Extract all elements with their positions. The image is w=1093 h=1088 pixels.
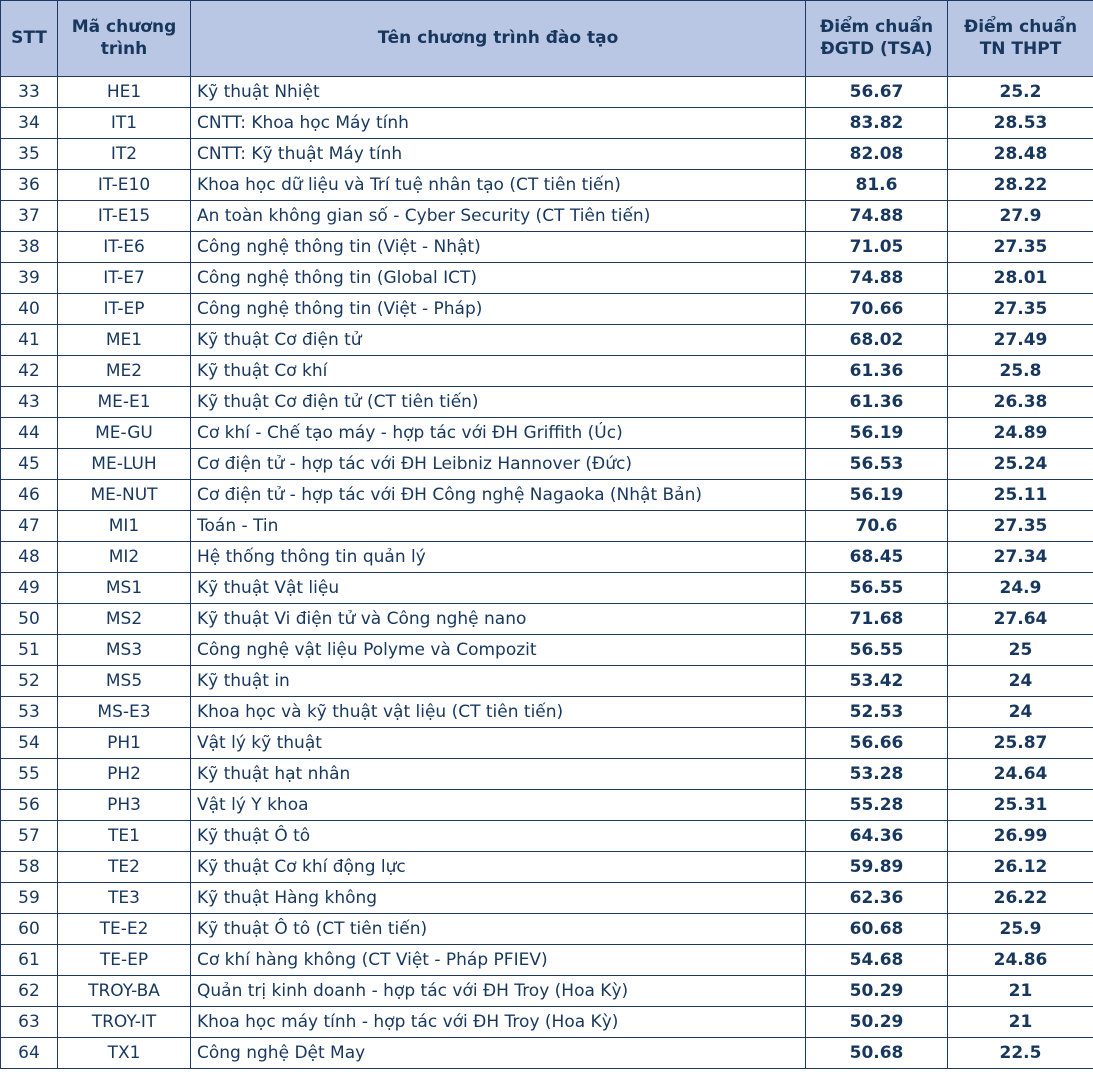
table-row (1, 821, 1093, 852)
cell-program-code: TX1 (58, 1038, 191, 1069)
cell-program-name: Khoa học máy tính - hợp tác với ĐH Troy (Hoa Kỳ) (191, 1007, 806, 1038)
cell-program-name: Khoa học dữ liệu và Trí tuệ nhân tạo (CT tiên tiến) (191, 170, 806, 201)
cell-stt: 53 (1, 697, 58, 728)
table-row (1, 201, 1093, 232)
cell-thpt-score: 26.22 (948, 883, 1093, 914)
cell-thpt-score: 24.64 (948, 759, 1093, 790)
cell-thpt-score: 25.2 (948, 77, 1093, 108)
cell-program-name: Kỹ thuật in (191, 666, 806, 697)
cell-program-name: Kỹ thuật Cơ khí (191, 356, 806, 387)
cell-program-name: Công nghệ thông tin (Việt - Pháp) (191, 294, 806, 325)
table-header-row (1, 1, 1093, 77)
cell-program-name: Công nghệ Dệt May (191, 1038, 806, 1069)
cell-stt: 64 (1, 1038, 58, 1069)
table-row (1, 232, 1093, 263)
table-row (1, 759, 1093, 790)
table-row (1, 1007, 1093, 1038)
cell-stt: 55 (1, 759, 58, 790)
cell-program-code: MI1 (58, 511, 191, 542)
cell-tsa-score: 56.19 (806, 480, 948, 511)
cell-stt: 37 (1, 201, 58, 232)
cell-stt: 56 (1, 790, 58, 821)
cell-thpt-score: 27.9 (948, 201, 1093, 232)
cell-program-name: Vật lý kỹ thuật (191, 728, 806, 759)
cell-tsa-score: 61.36 (806, 387, 948, 418)
cell-stt: 33 (1, 77, 58, 108)
cell-program-code: ME-NUT (58, 480, 191, 511)
cell-program-code: IT-EP (58, 294, 191, 325)
cell-thpt-score: 26.99 (948, 821, 1093, 852)
cell-stt: 51 (1, 635, 58, 666)
cell-stt: 54 (1, 728, 58, 759)
cell-thpt-score: 25 (948, 635, 1093, 666)
cell-program-code: PH3 (58, 790, 191, 821)
cell-program-name: Kỹ thuật Hàng không (191, 883, 806, 914)
table-row (1, 697, 1093, 728)
cell-thpt-score: 25.8 (948, 356, 1093, 387)
cell-program-code: MS5 (58, 666, 191, 697)
cell-thpt-score: 25.11 (948, 480, 1093, 511)
cell-stt: 38 (1, 232, 58, 263)
cell-thpt-score: 24 (948, 697, 1093, 728)
cell-tsa-score: 53.28 (806, 759, 948, 790)
cell-tsa-score: 50.29 (806, 976, 948, 1007)
table-row (1, 108, 1093, 139)
cell-tsa-score: 74.88 (806, 201, 948, 232)
table-body (1, 77, 1093, 1069)
cell-stt: 36 (1, 170, 58, 201)
cell-thpt-score: 21 (948, 1007, 1093, 1038)
cell-tsa-score: 71.05 (806, 232, 948, 263)
table-header (1, 1, 1093, 77)
cell-thpt-score: 21 (948, 976, 1093, 1007)
cell-program-code: IT-E10 (58, 170, 191, 201)
cell-thpt-score: 28.48 (948, 139, 1093, 170)
table-row (1, 883, 1093, 914)
cell-program-name: Kỹ thuật hạt nhân (191, 759, 806, 790)
table-row (1, 480, 1093, 511)
table-row (1, 542, 1093, 573)
column-header-program-name: Tên chương trình đào tạo (191, 1, 806, 77)
cell-thpt-score: 28.53 (948, 108, 1093, 139)
cell-tsa-score: 70.6 (806, 511, 948, 542)
cell-program-code: MS3 (58, 635, 191, 666)
table-row (1, 976, 1093, 1007)
cell-program-code: IT-E6 (58, 232, 191, 263)
cell-thpt-score: 26.12 (948, 852, 1093, 883)
table-row (1, 852, 1093, 883)
cell-program-name: CNTT: Kỹ thuật Máy tính (191, 139, 806, 170)
cell-thpt-score: 27.35 (948, 511, 1093, 542)
cell-thpt-score: 22.5 (948, 1038, 1093, 1069)
cell-thpt-score: 25.31 (948, 790, 1093, 821)
table-row (1, 139, 1093, 170)
cell-program-code: PH2 (58, 759, 191, 790)
cell-thpt-score: 24 (948, 666, 1093, 697)
cell-program-name: Kỹ thuật Ô tô (191, 821, 806, 852)
cell-stt: 52 (1, 666, 58, 697)
cell-program-code: TROY-IT (58, 1007, 191, 1038)
cell-stt: 45 (1, 449, 58, 480)
cell-program-code: MS1 (58, 573, 191, 604)
cell-program-code: TE-E2 (58, 914, 191, 945)
cell-stt: 39 (1, 263, 58, 294)
table-row (1, 356, 1093, 387)
table-row (1, 449, 1093, 480)
cell-stt: 35 (1, 139, 58, 170)
table-row (1, 945, 1093, 976)
cell-program-name: Toán - Tin (191, 511, 806, 542)
cell-program-name: Kỹ thuật Cơ điện tử (CT tiên tiến) (191, 387, 806, 418)
cell-program-code: HE1 (58, 77, 191, 108)
column-header-stt: STT (1, 1, 58, 77)
table-row (1, 418, 1093, 449)
cell-program-name: Cơ khí - Chế tạo máy - hợp tác với ĐH Griffith (Úc) (191, 418, 806, 449)
cell-thpt-score: 25.24 (948, 449, 1093, 480)
cell-program-name: Cơ khí hàng không (CT Việt - Pháp PFIEV) (191, 945, 806, 976)
cell-program-code: ME2 (58, 356, 191, 387)
cell-program-name: CNTT: Khoa học Máy tính (191, 108, 806, 139)
cell-program-name: Kỹ thuật Cơ khí động lực (191, 852, 806, 883)
cell-tsa-score: 60.68 (806, 914, 948, 945)
cell-stt: 57 (1, 821, 58, 852)
table-row (1, 790, 1093, 821)
cell-program-name: Cơ điện tử - hợp tác với ĐH Công nghệ Nagaoka (Nhật Bản) (191, 480, 806, 511)
cell-thpt-score: 28.22 (948, 170, 1093, 201)
cell-stt: 46 (1, 480, 58, 511)
cell-program-code: IT2 (58, 139, 191, 170)
cell-tsa-score: 54.68 (806, 945, 948, 976)
cell-program-name: Kỹ thuật Cơ điện tử (191, 325, 806, 356)
cell-program-code: MI2 (58, 542, 191, 573)
cell-stt: 44 (1, 418, 58, 449)
cell-stt: 62 (1, 976, 58, 1007)
table-row (1, 263, 1093, 294)
cell-stt: 43 (1, 387, 58, 418)
cell-tsa-score: 64.36 (806, 821, 948, 852)
cell-stt: 58 (1, 852, 58, 883)
cell-tsa-score: 50.29 (806, 1007, 948, 1038)
cell-stt: 40 (1, 294, 58, 325)
cell-program-code: TE3 (58, 883, 191, 914)
cell-tsa-score: 68.45 (806, 542, 948, 573)
cell-thpt-score: 27.35 (948, 294, 1093, 325)
cell-program-name: Kỹ thuật Ô tô (CT tiên tiến) (191, 914, 806, 945)
cell-stt: 41 (1, 325, 58, 356)
cell-stt: 63 (1, 1007, 58, 1038)
column-header-program-code: Mã chương trình (58, 1, 191, 77)
cell-stt: 48 (1, 542, 58, 573)
cell-program-name: Khoa học và kỹ thuật vật liệu (CT tiên tiến) (191, 697, 806, 728)
cell-tsa-score: 71.68 (806, 604, 948, 635)
cell-program-code: TE1 (58, 821, 191, 852)
cell-tsa-score: 70.66 (806, 294, 948, 325)
cell-tsa-score: 56.66 (806, 728, 948, 759)
cell-tsa-score: 62.36 (806, 883, 948, 914)
cell-program-name: Hệ thống thông tin quản lý (191, 542, 806, 573)
cell-program-code: IT-E7 (58, 263, 191, 294)
cell-tsa-score: 56.55 (806, 635, 948, 666)
table-row (1, 728, 1093, 759)
cell-program-name: Công nghệ thông tin (Global ICT) (191, 263, 806, 294)
cell-stt: 50 (1, 604, 58, 635)
table-row (1, 294, 1093, 325)
cell-thpt-score: 27.34 (948, 542, 1093, 573)
column-header-thpt-score: Điểm chuẩn TN THPT (948, 1, 1093, 77)
cell-program-code: IT1 (58, 108, 191, 139)
cell-program-name: Công nghệ vật liệu Polyme và Compozit (191, 635, 806, 666)
cell-program-code: PH1 (58, 728, 191, 759)
cell-program-code: ME-GU (58, 418, 191, 449)
cell-thpt-score: 26.38 (948, 387, 1093, 418)
table-row (1, 666, 1093, 697)
cell-program-name: Kỹ thuật Vật liệu (191, 573, 806, 604)
table-row (1, 387, 1093, 418)
cell-tsa-score: 59.89 (806, 852, 948, 883)
cell-program-code: MS2 (58, 604, 191, 635)
table-row (1, 511, 1093, 542)
cell-program-code: ME-LUH (58, 449, 191, 480)
cell-thpt-score: 27.64 (948, 604, 1093, 635)
cell-tsa-score: 83.82 (806, 108, 948, 139)
cell-program-name: Vật lý Y khoa (191, 790, 806, 821)
cell-program-code: TE-EP (58, 945, 191, 976)
cell-program-code: TE2 (58, 852, 191, 883)
cell-program-code: ME-E1 (58, 387, 191, 418)
cell-tsa-score: 82.08 (806, 139, 948, 170)
cell-tsa-score: 56.53 (806, 449, 948, 480)
table-row (1, 325, 1093, 356)
cell-thpt-score: 28.01 (948, 263, 1093, 294)
cell-tsa-score: 50.68 (806, 1038, 948, 1069)
cell-tsa-score: 55.28 (806, 790, 948, 821)
cell-stt: 34 (1, 108, 58, 139)
cell-thpt-score: 24.9 (948, 573, 1093, 604)
cell-program-name: Kỹ thuật Nhiệt (191, 77, 806, 108)
cell-program-name: Quản trị kinh doanh - hợp tác với ĐH Troy (Hoa Kỳ) (191, 976, 806, 1007)
cell-thpt-score: 27.49 (948, 325, 1093, 356)
cell-tsa-score: 74.88 (806, 263, 948, 294)
cell-tsa-score: 56.67 (806, 77, 948, 108)
cell-program-code: IT-E15 (58, 201, 191, 232)
cell-stt: 59 (1, 883, 58, 914)
cell-tsa-score: 53.42 (806, 666, 948, 697)
cell-program-name: Công nghệ thông tin (Việt - Nhật) (191, 232, 806, 263)
cell-program-code: ME1 (58, 325, 191, 356)
cell-stt: 42 (1, 356, 58, 387)
cell-tsa-score: 81.6 (806, 170, 948, 201)
table-row (1, 635, 1093, 666)
table-row (1, 170, 1093, 201)
table-row (1, 914, 1093, 945)
cell-thpt-score: 25.87 (948, 728, 1093, 759)
table-row (1, 77, 1093, 108)
cell-tsa-score: 56.19 (806, 418, 948, 449)
cell-program-name: Cơ điện tử - hợp tác với ĐH Leibniz Hannover (Đức) (191, 449, 806, 480)
table-row (1, 1038, 1093, 1069)
table-row (1, 573, 1093, 604)
cell-tsa-score: 61.36 (806, 356, 948, 387)
cell-tsa-score: 52.53 (806, 697, 948, 728)
cell-thpt-score: 27.35 (948, 232, 1093, 263)
cell-tsa-score: 68.02 (806, 325, 948, 356)
cell-stt: 61 (1, 945, 58, 976)
column-header-tsa-score: Điểm chuẩn ĐGTD (TSA) (806, 1, 948, 77)
cell-thpt-score: 25.9 (948, 914, 1093, 945)
cell-program-name: An toàn không gian số - Cyber Security (CT Tiên tiến) (191, 201, 806, 232)
cell-program-code: TROY-BA (58, 976, 191, 1007)
cell-stt: 49 (1, 573, 58, 604)
cell-program-name: Kỹ thuật Vi điện tử và Công nghệ nano (191, 604, 806, 635)
cell-tsa-score: 56.55 (806, 573, 948, 604)
table-row (1, 604, 1093, 635)
cell-stt: 60 (1, 914, 58, 945)
cell-stt: 47 (1, 511, 58, 542)
cell-thpt-score: 24.86 (948, 945, 1093, 976)
cell-program-code: MS-E3 (58, 697, 191, 728)
cell-thpt-score: 24.89 (948, 418, 1093, 449)
